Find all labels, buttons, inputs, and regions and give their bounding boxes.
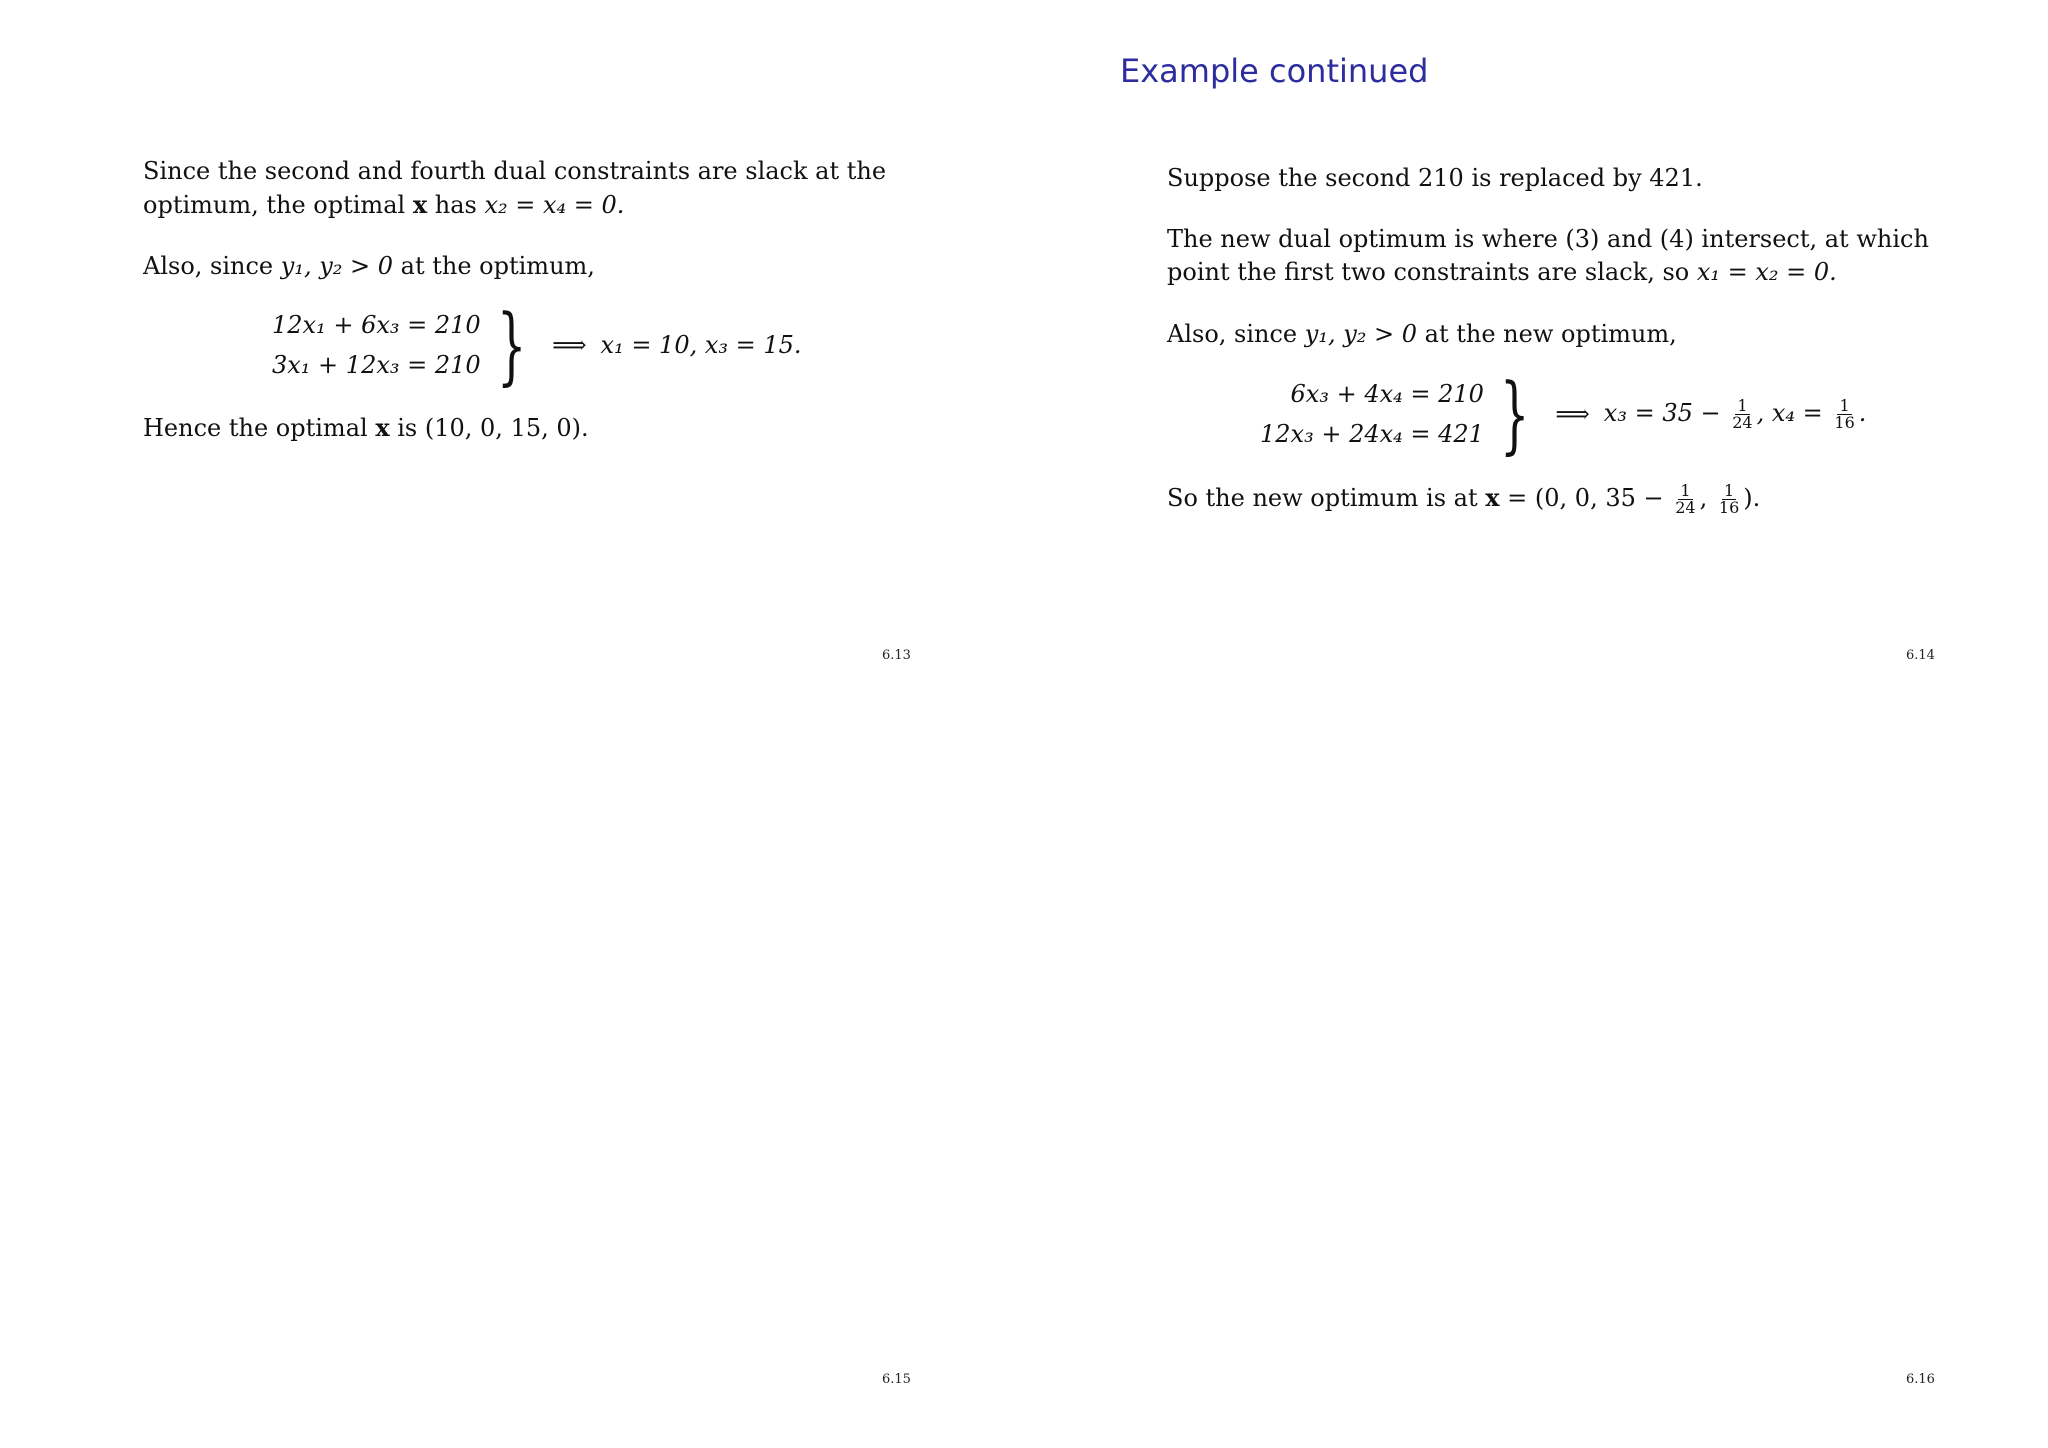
paragraph-replacement: Suppose the second 210 is replaced by 421. [1167, 164, 1703, 192]
paragraph-new-dual-optimum: The new dual optimum is where (3) and (4) intersect, at which point the first two constraints are slack, so x₁ = x₂ = 0. [1167, 225, 1929, 286]
slide-6-16 [1024, 724, 2048, 1448]
implies-arrow: ⟹ [1555, 400, 1590, 428]
equation-result: x₃ = 35 − $\frac{1}{24}$ , x₄ = $\frac{1}{16}$ . [1603, 395, 1867, 432]
right-brace: } [1499, 365, 1530, 463]
right-brace: } [496, 296, 527, 394]
slide-number: 6.16 [1906, 1372, 1935, 1387]
equation-1: 6x₃ + 4x₄ = 210 [1290, 380, 1484, 408]
slide-title: Example continued [1120, 52, 1429, 90]
equation-2: 3x₁ + 12x₃ = 210 [272, 351, 481, 379]
equation-result: x₁ = 10, x₃ = 15. [600, 331, 802, 359]
equation-system [1260, 365, 1867, 463]
slide-number: 6.15 [882, 1372, 911, 1387]
equation-system [272, 296, 802, 394]
fraction-one-16: $\frac{1}{16}$ [1834, 395, 1855, 432]
paragraph-optimal-x: Hence the optimal x is (10, 0, 15, 0). [143, 413, 589, 442]
fraction-one-24: $\frac{1}{24}$ [1675, 481, 1696, 517]
implies-arrow: ⟹ [552, 331, 587, 359]
slide-6-13 [0, 0, 1024, 724]
equation-1: 12x₁ + 6x₃ = 210 [272, 311, 481, 339]
paragraph-slack-constraints: Since the second and fourth dual constraints are slack at the optimum, the optimal x has x₂ = x₄ = 0. [143, 157, 887, 219]
slide-number: 6.13 [882, 648, 911, 663]
slide-number: 6.14 [1906, 648, 1935, 663]
equation-2: 12x₃ + 24x₄ = 421 [1260, 420, 1484, 448]
slide-6-14 [1024, 0, 2048, 724]
fraction-one-24: $\frac{1}{24}$ [1732, 395, 1753, 432]
paragraph-dual-positive: Also, since y₁, y₂ > 0 at the optimum, [143, 252, 595, 280]
paragraph-dual-positive-new: Also, since y₁, y₂ > 0 at the new optimum, [1167, 320, 1677, 348]
fraction-one-16: $\frac{1}{16}$ [1718, 481, 1740, 517]
slide-6-15 [0, 724, 1024, 1448]
paragraph-new-optimum: So the new optimum is at x = (0, 0, 35 − $\frac{1}{24}$ , $\frac{1}{16}$ ). [1167, 481, 1761, 517]
